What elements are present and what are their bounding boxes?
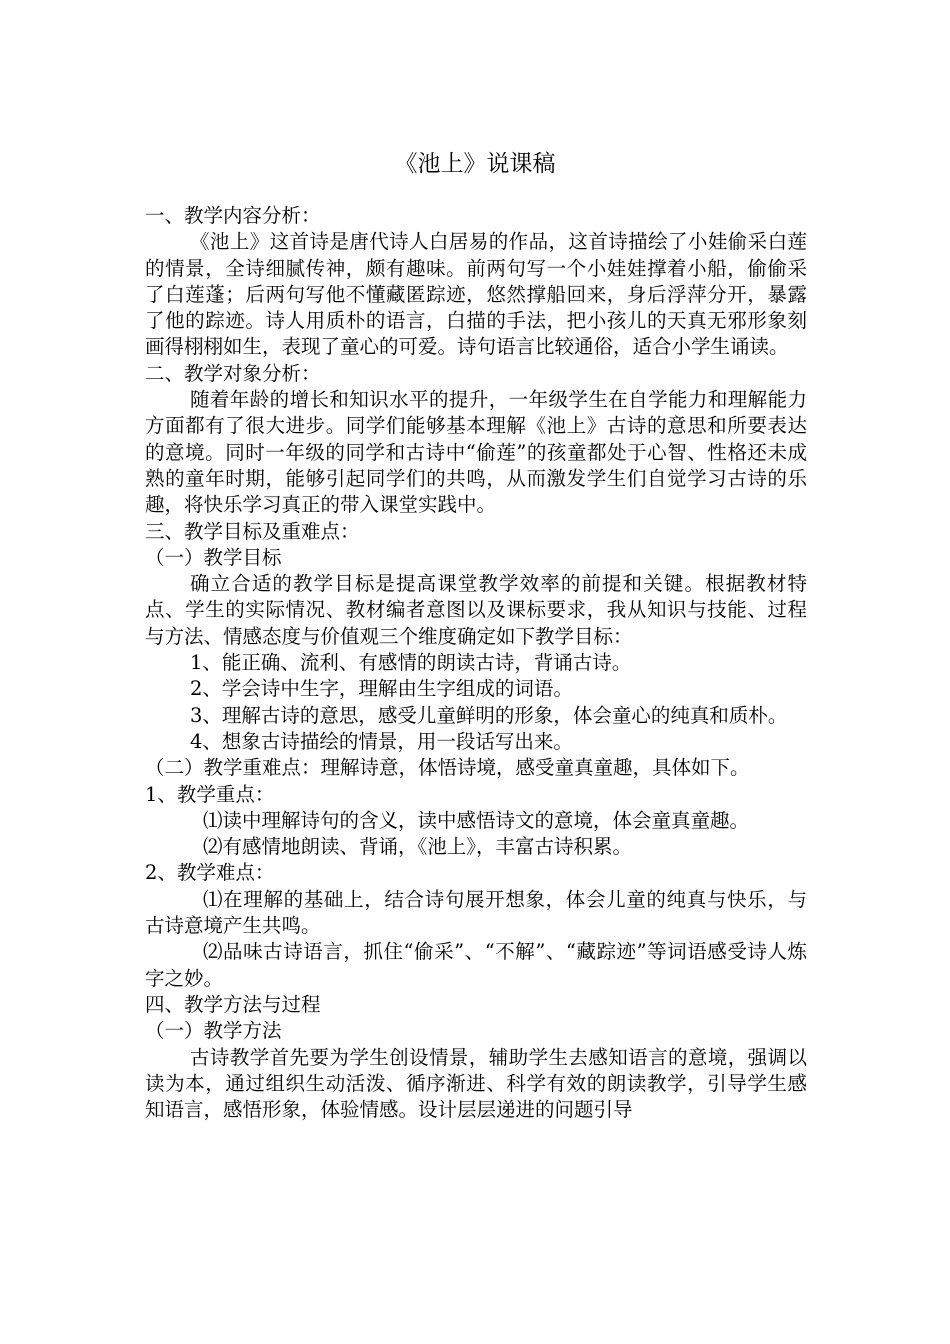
list-subitem: ⑴在理解的基础上，结合诗句展开想象，体会儿童的纯真与快乐，与古诗意境产生共鸣。: [145, 887, 807, 938]
section-heading-2: 二、教学对象分析：: [145, 361, 321, 385]
section-heading-3: 三、教学目标及重难点：: [145, 519, 360, 543]
list-subitem: ⑵有感情地朗读、背诵，《池上》，丰富古诗积累。: [203, 835, 633, 859]
list-item: 2、学会诗中生字，理解由生字组成的词语。: [190, 677, 573, 701]
document-title: 《池上》说课稿: [394, 151, 556, 177]
paragraph: 确立合适的教学目标是提高课堂教学效率的前提和关键。根据教材特点、学生的实际情况、教材编者意图以及课标要求，我从知识与技能、过程与方法、情感态度与价值观三个维度确定如下教学目标：: [145, 572, 807, 648]
subsection-heading: （一）教学目标: [145, 545, 282, 569]
paragraph: 随着年龄的增长和知识水平的提升，一年级学生在自学能力和理解能力方面都有了很大进步。同学们能够基本理解《池上》古诗的意思和所要表达的意境。同时一年级的同学和古诗中“偷莲”的孩童都处于心智、性格还未成熟的童年时期，能够引起同学们的共鸣，从而激发学生们自觉学习古诗的乐趣，将快乐学习真正的带入课堂实践中。: [145, 388, 807, 517]
list-item-heading: 1、教学重点：: [145, 782, 275, 806]
paragraph: 《池上》这首诗是唐代诗人白居易的作品，这首诗描绘了小娃偷采白莲的情景，全诗细腻传神，颇有趣味。前两句写一个小娃娃撑着小船，偷偷采了白莲蓬；后两句写他不懂藏匿踪迹，悠然撑船回来，身后浮萍分开，暴露了他的踪迹。诗人用质朴的语言，白描的手法，把小孩儿的天真无邪形象刻画得栩栩如生，表现了童心的可爱。诗句语言比较通俗，适合小学生诵读。: [145, 230, 807, 359]
paragraph: 古诗教学首先要为学生创设情景，辅助学生去感知语言的意境，强调以读为本，通过组织生动活泼、循序渐进、科学有效的朗读教学，引导学生感知语言，感悟形象，体验情感。设计层层递进的问题引导: [145, 1045, 807, 1122]
subsection-heading: （一）教学方法: [145, 1019, 282, 1043]
list-subitem: ⑴读中理解诗句的含义，读中感悟诗文的意境，体会童真童趣。: [203, 808, 750, 832]
section-heading-4: 四、教学方法与过程: [145, 992, 321, 1016]
list-item: 1、能正确、流利、有感情的朗读古诗，背诵古诗。: [190, 651, 632, 675]
list-subitem: ⑵品味古诗语言，抓住“偷采”、“不解”、“藏踪迹”等词语感受诗人炼字之妙。: [145, 940, 807, 990]
subsection-heading: （二）教学重难点：理解诗意，体悟诗境，感受童真童趣，具体如下。: [145, 756, 750, 780]
section-heading-1: 一、教学内容分析：: [145, 204, 321, 227]
document-body: [145, 203, 807, 1123]
list-item: 3、理解古诗的意思，感受儿童鲜明的形象，体会童心的纯真和质朴。: [190, 703, 788, 727]
list-item: 4、想象古诗描绘的情景，用一段话写出来。: [190, 729, 573, 753]
list-item-heading: 2、教学难点：: [145, 861, 275, 885]
